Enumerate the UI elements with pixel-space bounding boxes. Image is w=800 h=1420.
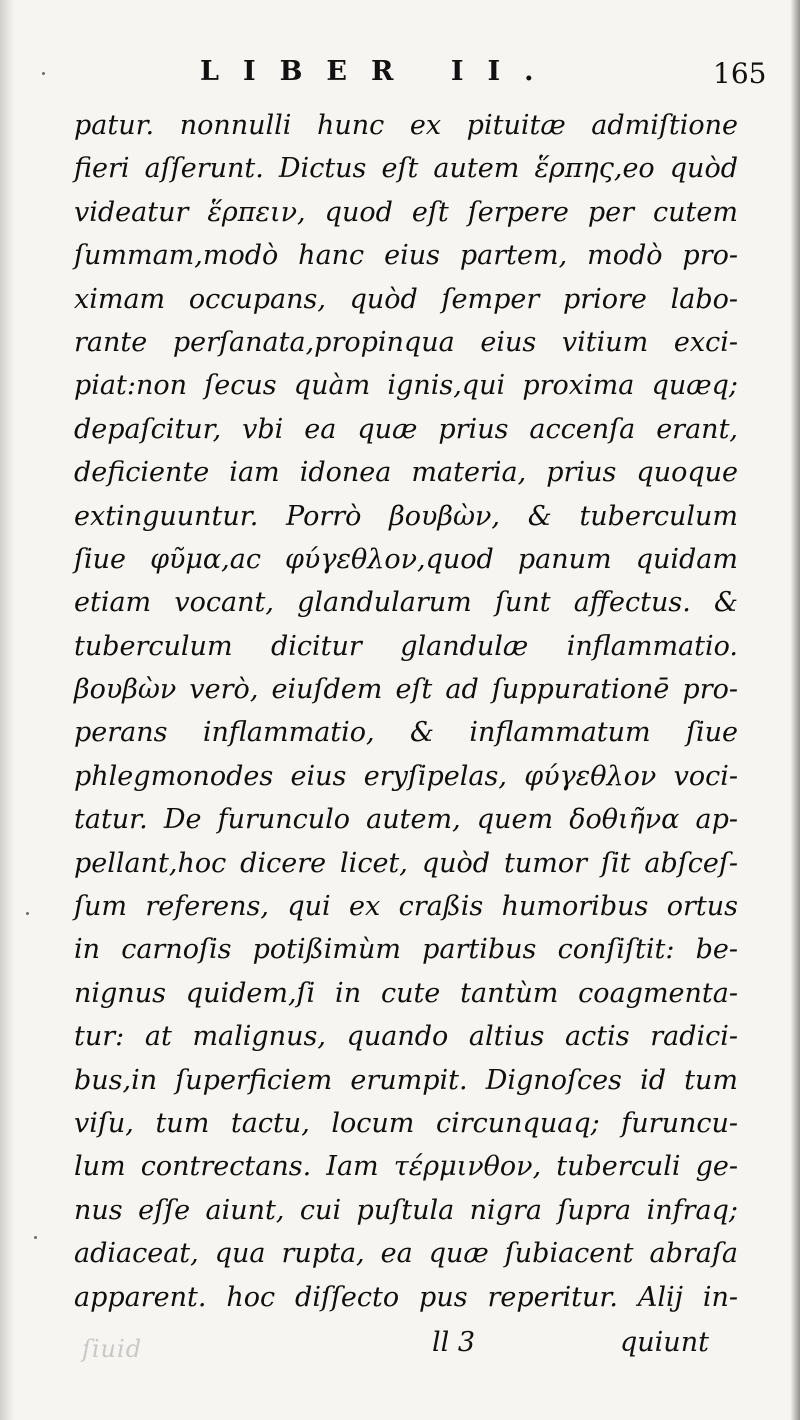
text-line: lum contrectans. Iam τέρμινθον, tuberculi ge-: [74, 1151, 738, 1183]
text-line: in carnoſis potißimùm partibus conſiſtit: be-: [74, 934, 738, 966]
page-gutter: [0, 0, 14, 1420]
text-line: ſum referens, qui ex craßis humoribus ortus: [74, 891, 738, 923]
text-line: viſu, tum tactu, locum circunquaq; furuncu-: [74, 1107, 738, 1139]
text-line: ſummam,modò hanc eius partem, modò pro-: [74, 240, 738, 272]
text-line: apparent. hoc diſſecto pus reperitur. Alij in-: [74, 1281, 738, 1313]
body-text: [74, 104, 738, 1319]
text-line: extinguuntur. Porrò βουβὼν, & tuberculum: [74, 500, 738, 532]
ink-speck: [34, 1236, 37, 1239]
page-edge-shadow: [790, 0, 800, 1420]
catchword: quiunt: [620, 1327, 709, 1358]
text-line: videatur ἕρπειν, quod eſt ſerpere per cutem: [74, 196, 738, 228]
text-line: tuberculum dicitur glandulæ inflammatio.: [74, 630, 738, 662]
text-line: etiam vocant, glandularum ſunt affectus. &: [74, 587, 738, 619]
text-line: fieri aſſerunt. Dictus eſt autem ἕρπης,eo quòd: [74, 153, 738, 185]
text-line: ſiue φῦμα,ac φύγεθλον,quod panum quidam: [74, 543, 738, 575]
text-line: ximam occupans, quòd ſemper priore labo-: [74, 283, 738, 315]
text-line: rante perſanata,propinqua eius vitium exci-: [74, 326, 738, 358]
page-footer: [0, 1327, 800, 1377]
text-line: depaſcitur, vbi ea quæ prius accenſa erant,: [74, 413, 738, 445]
text-line: patur. nonnulli hunc ex pituitæ admiſtione: [74, 110, 738, 141]
page-number: 165: [713, 57, 767, 90]
ink-speck: [26, 912, 29, 915]
text-line: pellant,hoc dicere licet, quòd tumor ſit abſceſ-: [74, 847, 738, 879]
text-line: phlegmonodes eius eryſipelas, φύγεθλον voci-: [74, 760, 738, 792]
text-line: nignus quidem,ſi in cute tantùm coagmenta-: [74, 977, 738, 1009]
text-line: βουβὼν verò, eiuſdem eſt ad ſuppurationē pro-: [74, 674, 738, 706]
text-line: nus eſſe aiunt, cui puſtula nigra ſupra infraq;: [74, 1194, 738, 1226]
text-line: perans inflammatio, & inflammatum ſiue: [74, 717, 738, 749]
signature-mark: ll 3: [432, 1327, 476, 1358]
text-line: tatur. De furunculo autem, quem δοθιῆνα ap-: [74, 804, 738, 836]
bleed-through-text: ſiuid: [82, 1335, 143, 1363]
text-line: bus,in ſuperficiem erumpit. Dignoſces id tum: [74, 1064, 738, 1096]
text-line: adiaceat, qua rupta, ea quæ ſubiacent abraſa: [74, 1238, 738, 1270]
page-header: [0, 56, 800, 96]
text-line: tur: at malignus, quando altius actis radici-: [74, 1021, 738, 1053]
running-head: LIBER II.: [200, 56, 558, 87]
text-line: deficiente iam idonea materia, prius quoque: [74, 457, 738, 489]
text-line: piat:non ſecus quàm ignis,qui proxima quæq;: [74, 370, 738, 402]
